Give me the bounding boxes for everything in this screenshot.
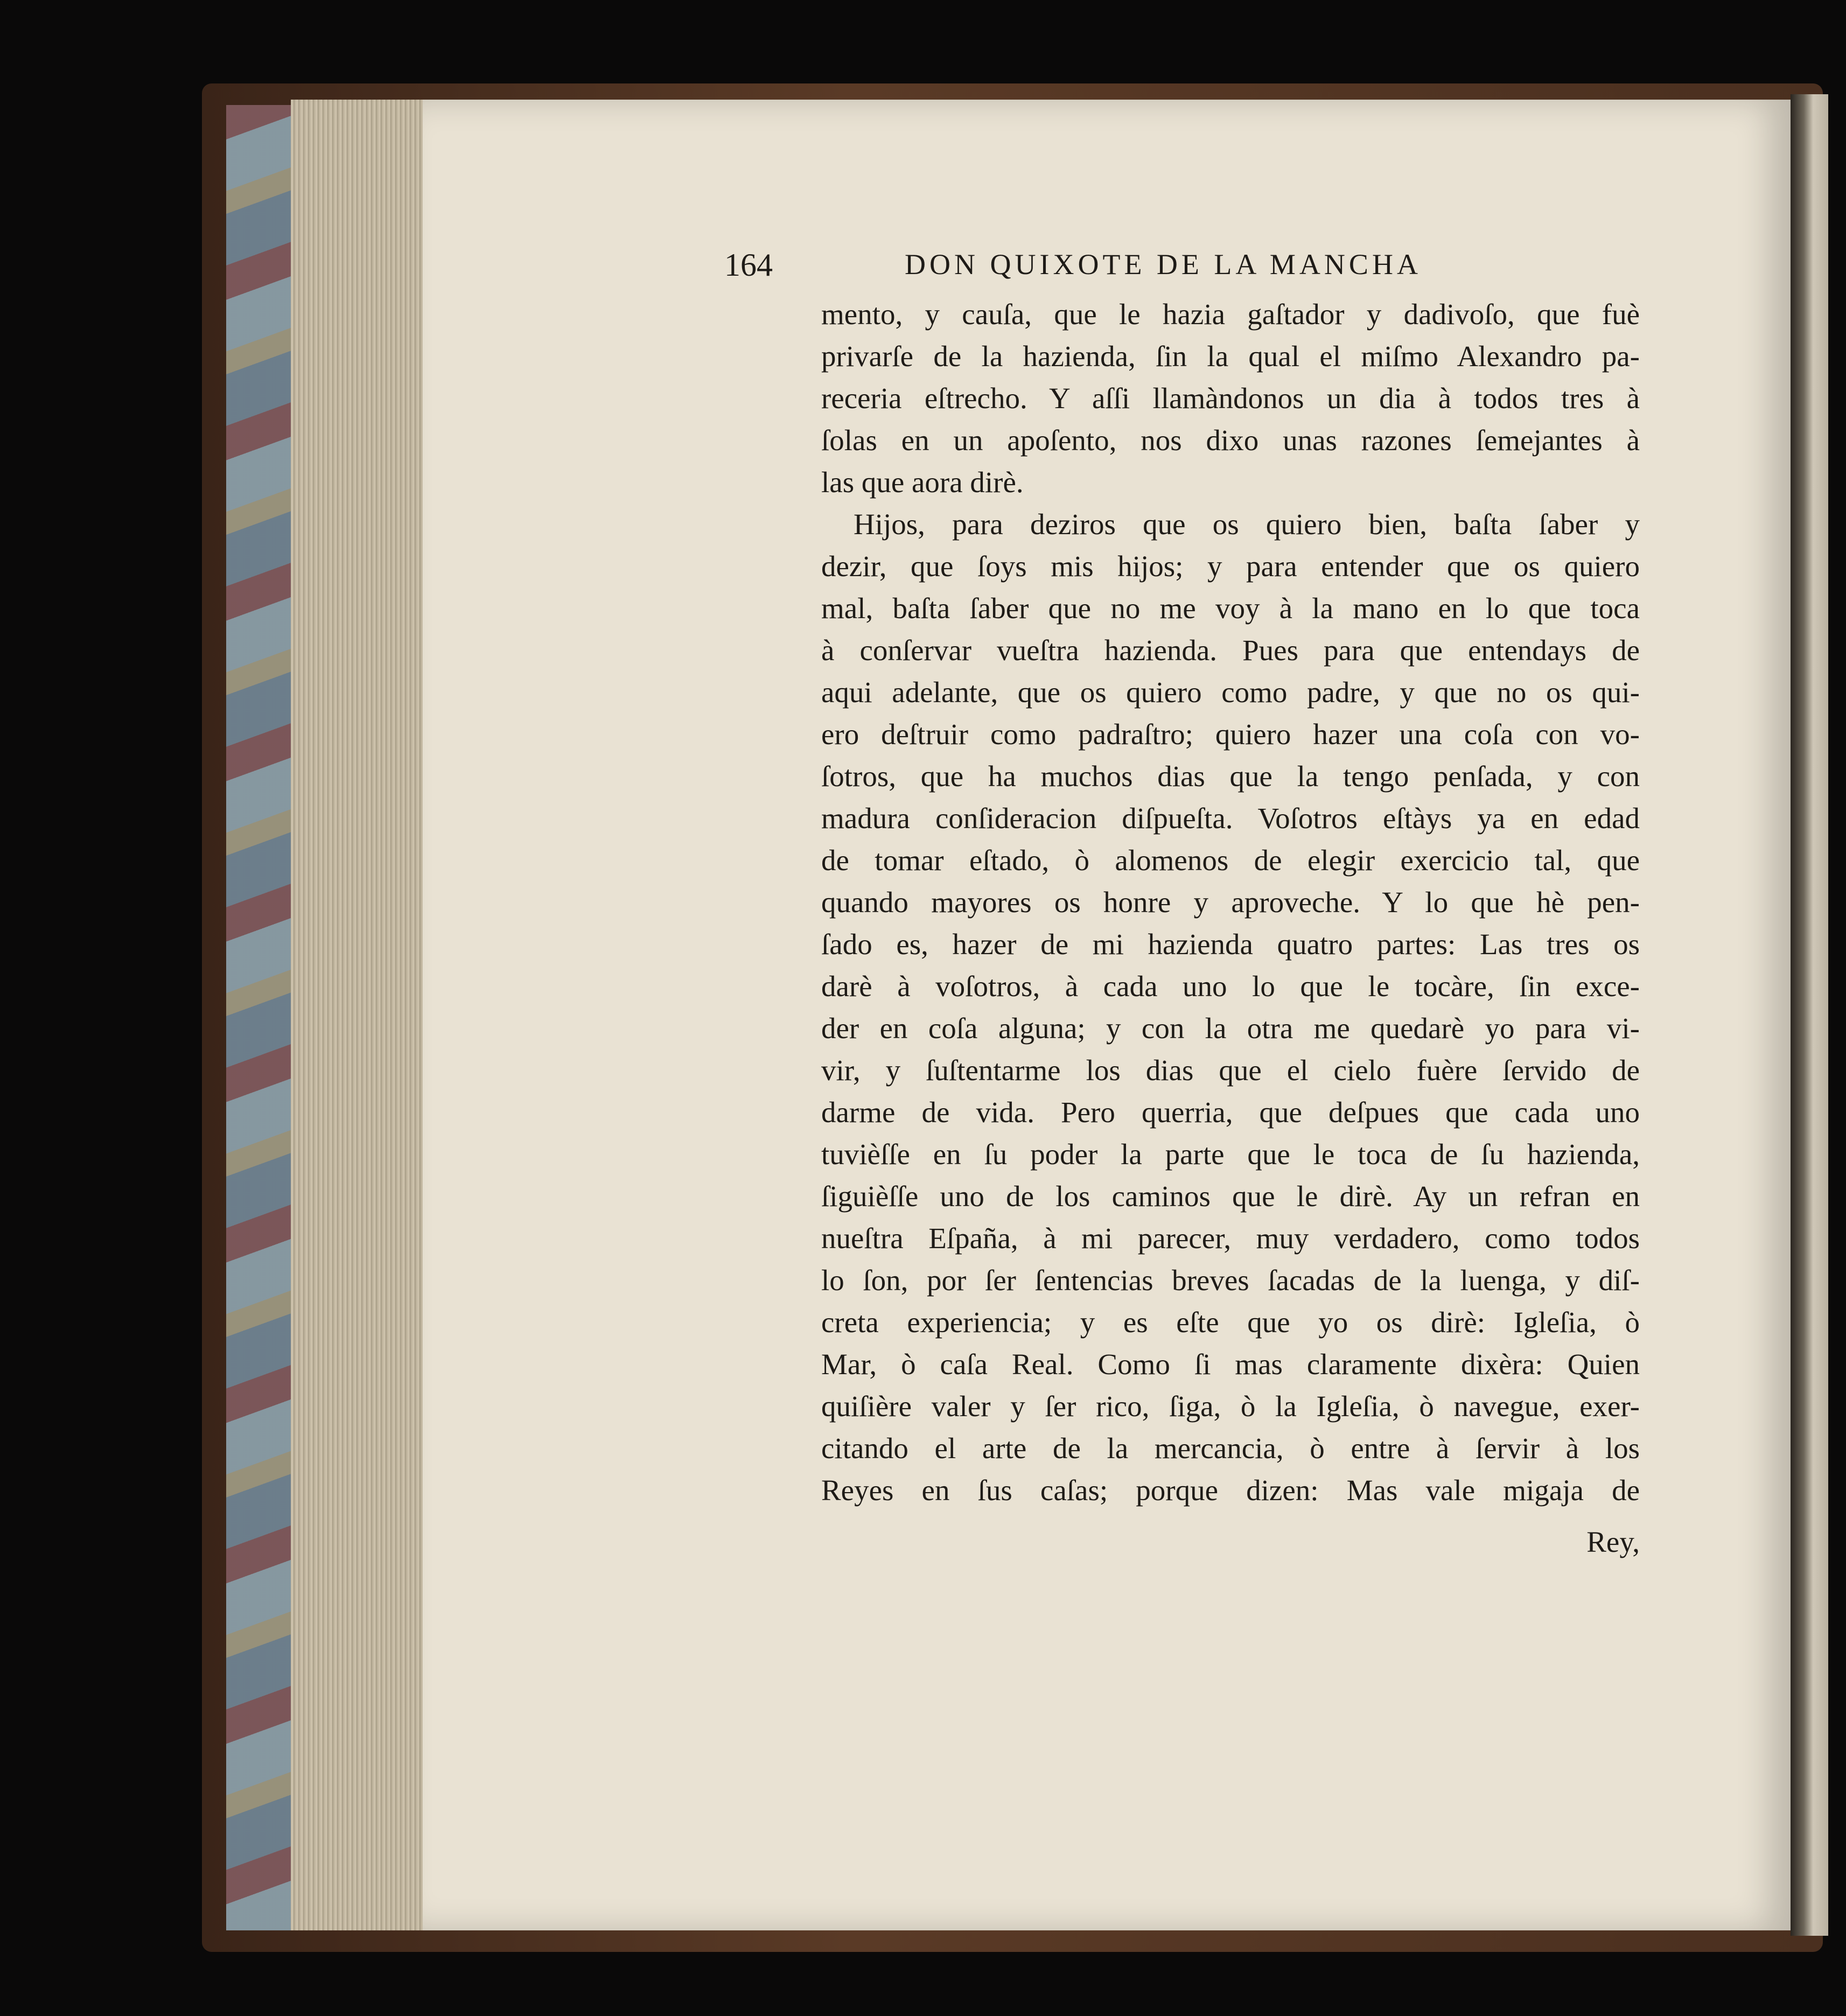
running-head xyxy=(724,247,1543,290)
text-line: quando mayores os honre y aproveche. Y lo que hè pen- xyxy=(821,886,1640,919)
text-line: privarſe de la hazienda, ſin la qual el miſmo Alexandro pa- xyxy=(821,340,1640,373)
text-line: darè à voſotros, à cada uno lo que le tocàre, ſin exce- xyxy=(821,970,1640,1003)
text-line: madura conſideracion diſpueſta. Voſotros eſtàys ya en edad xyxy=(821,802,1640,835)
running-title: DON QUIXOTE DE LA MANCHA xyxy=(905,248,1422,281)
text-line: ſado es, hazer de mi hazienda quatro partes: Las tres os xyxy=(821,928,1640,961)
page-number: 164 xyxy=(724,247,773,283)
text-line: mento, y cauſa, que le hazia gaſtador y dadivoſo, que fuè xyxy=(821,298,1640,331)
text-line: Hijos, para deziros que os quiero bien, baſta ſaber y xyxy=(854,508,1640,541)
text-line: receria eſtrecho. Y aſſi llamàndonos un dia à todos tres à xyxy=(821,382,1640,415)
text-line: tuvièſſe en ſu poder la parte que le toca de ſu hazienda, xyxy=(821,1138,1640,1171)
text-line: las que aora dirè. xyxy=(821,466,1024,499)
text-line: creta experiencia; y es eſte que yo os dirè: Igleſia, ò xyxy=(821,1306,1640,1339)
catchword: Rey, xyxy=(1586,1525,1640,1558)
text-line: lo ſon, por ſer ſentencias breves ſacadas de la luenga, y diſ- xyxy=(821,1264,1640,1297)
page-edges xyxy=(291,100,425,1930)
text-line: à conſervar vueſtra hazienda. Pues para que entendays de xyxy=(821,634,1640,667)
text-line: ero deſtruir como padraſtro; quiero hazer una coſa con vo- xyxy=(821,718,1640,751)
text-line: darme de vida. Pero querria, que deſpues que cada uno xyxy=(821,1096,1640,1129)
text-line: aqui adelante, que os quiero como padre, y que no os qui- xyxy=(821,676,1640,709)
text-line: nueſtra Eſpaña, à mi parecer, muy verdadero, como todos xyxy=(821,1222,1640,1255)
text-line: ſiguièſſe uno de los caminos que le dirè. Ay un refran en xyxy=(821,1180,1640,1213)
marbled-edge xyxy=(226,105,291,1930)
text-line: dezir, que ſoys mis hijos; y para entender que os quiero xyxy=(821,550,1640,583)
text-line: de tomar eſtado, ò alomenos de elegir exercicio tal, que xyxy=(821,844,1640,877)
body-text xyxy=(821,293,1640,1511)
facing-page-edge xyxy=(1791,94,1828,1936)
text-line: vir, y ſuſtentarme los dias que el cielo fuère ſervido de xyxy=(821,1054,1640,1087)
text-line: ſolas en un apoſento, nos dixo unas razones ſemejantes à xyxy=(821,424,1640,457)
text-line: Reyes en ſus caſas; porque dizen: Mas vale migaja de xyxy=(821,1474,1640,1507)
text-line: der en coſa alguna; y con la otra me quedarè yo para vi- xyxy=(821,1012,1640,1045)
text-line: citando el arte de la mercancia, ò entre à ſervir à los xyxy=(821,1432,1640,1465)
text-line: Mar, ò caſa Real. Como ſi mas claramente dixèra: Quien xyxy=(821,1348,1640,1381)
text-line: quiſière valer y ſer rico, ſiga, ò la Igleſia, ò navegue, exer- xyxy=(821,1390,1640,1423)
text-line: mal, baſta ſaber que no me voy à la mano en lo que toca xyxy=(821,592,1640,625)
text-line: ſotros, que ha muchos dias que la tengo penſada, y con xyxy=(821,760,1640,793)
